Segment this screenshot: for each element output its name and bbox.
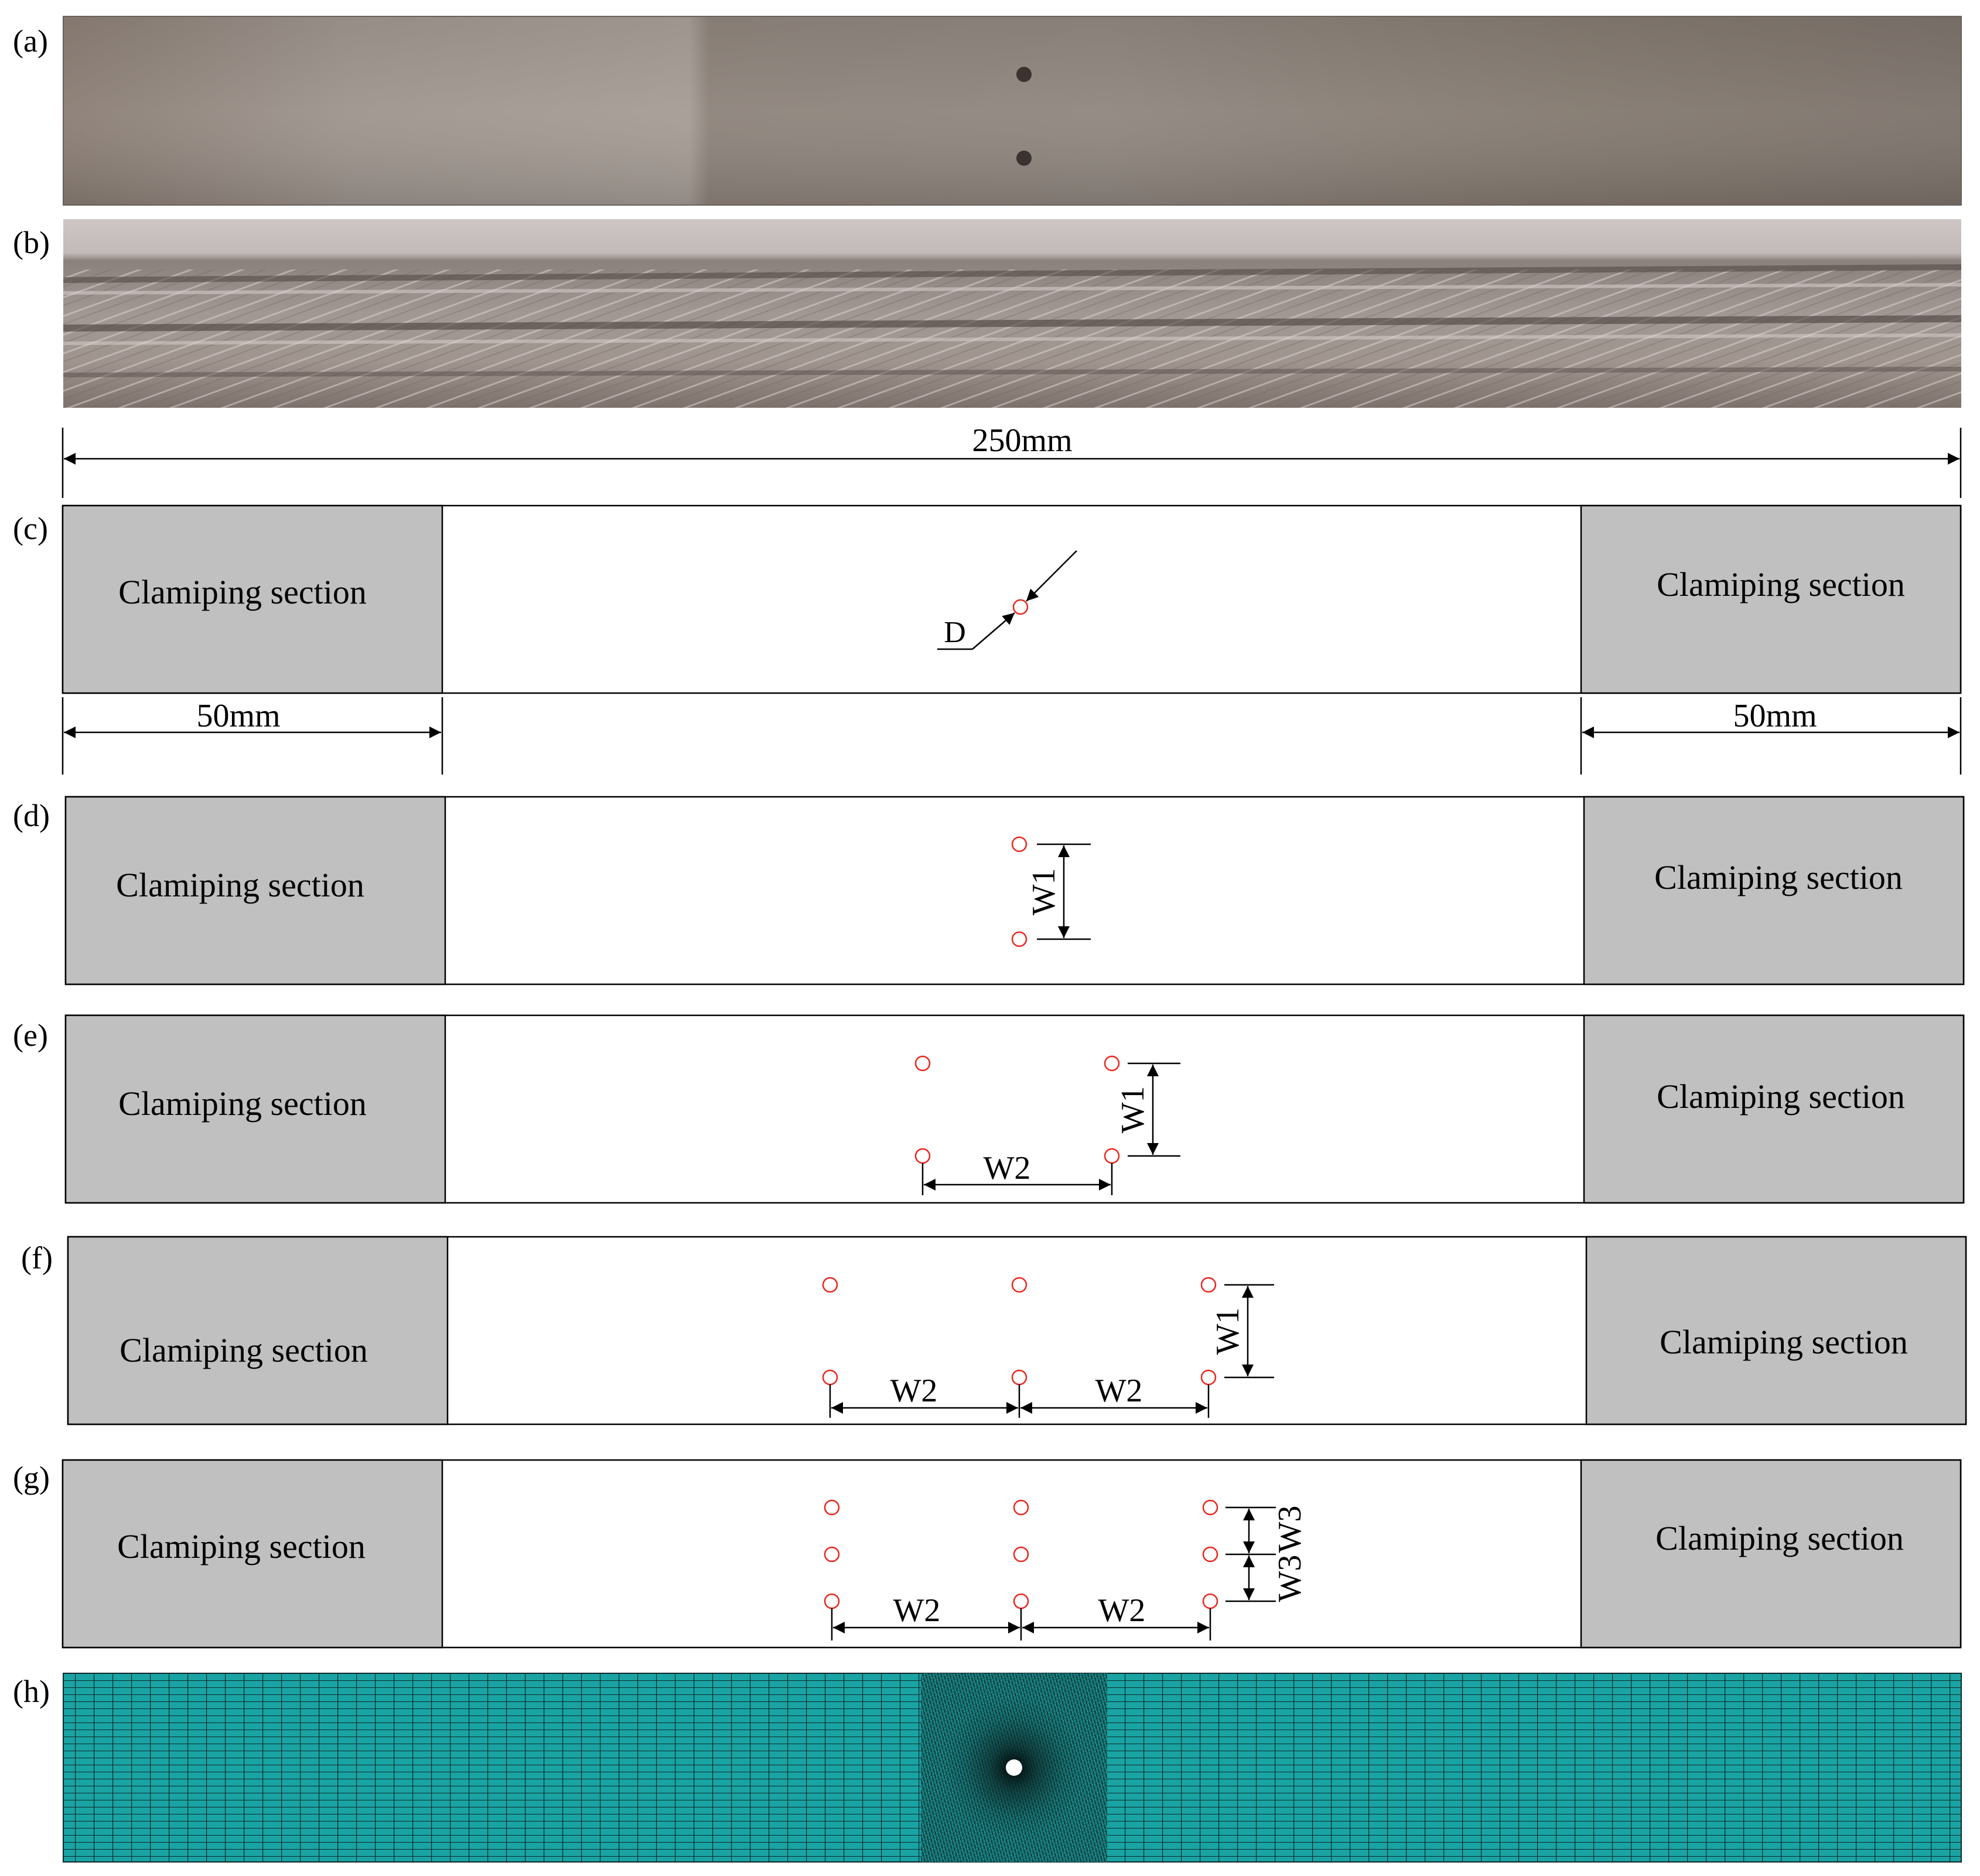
panel-label-a: (a) — [13, 23, 48, 59]
clamp-length-dimensions — [63, 697, 1961, 775]
w3-label-g-bottom: W3 — [1272, 1554, 1308, 1602]
panel-label-h: (h) — [13, 1674, 50, 1709]
hole-photo-1 — [1016, 67, 1032, 82]
w3-label-g-top: W3 — [1272, 1505, 1308, 1553]
panel-label-e: (e) — [13, 1018, 48, 1053]
specimen-diagram-e — [66, 1015, 1964, 1203]
clamp-label-f-right: Clamiping section — [1660, 1323, 1908, 1361]
specimen-diagram-d — [66, 797, 1964, 984]
clamp-label-d-right: Clamiping section — [1654, 858, 1903, 896]
clamp-label-c-left: Clamiping section — [118, 573, 367, 611]
clamp-label-g-right: Clamiping section — [1655, 1519, 1904, 1557]
fe-mesh — [63, 1673, 1961, 1862]
clamp-label-e-left: Clamiping section — [118, 1084, 367, 1123]
clamp-length-right-label: 50mm — [1733, 698, 1817, 734]
clamp-left-f — [68, 1237, 448, 1424]
specimen-photo-top — [63, 16, 1961, 205]
panel-label-g: (g) — [13, 1460, 50, 1495]
total-length-label: 250mm — [972, 422, 1073, 459]
panel-label-d: (d) — [13, 798, 50, 833]
w2-label-f-left: W2 — [890, 1373, 938, 1409]
w2-label-g-left: W2 — [893, 1592, 941, 1629]
panel-label-f: (f) — [21, 1240, 53, 1275]
total-length-dimension — [63, 422, 1961, 498]
clamp-label-f-left: Clamiping section — [120, 1331, 368, 1369]
w1-label-e: W1 — [1115, 1086, 1151, 1134]
clamp-label-g-left: Clamiping section — [117, 1527, 366, 1565]
specimen-diagram-f — [68, 1237, 1966, 1424]
specimen-diagram-c — [63, 506, 1961, 693]
w2-label-g-right: W2 — [1098, 1592, 1146, 1629]
specimen-photo-side — [63, 219, 1961, 408]
clamp-length-left-label: 50mm — [196, 698, 281, 734]
specimen-diagram-g — [63, 1460, 1961, 1648]
panel-label-c: (c) — [13, 511, 48, 546]
w2-label-e: W2 — [983, 1150, 1031, 1186]
clamp-label-d-left: Clamiping section — [116, 866, 364, 904]
clamp-label-e-right: Clamiping section — [1657, 1077, 1905, 1116]
hole-photo-2 — [1016, 151, 1032, 166]
w1-label-d: W1 — [1026, 868, 1062, 916]
panel-label-b: (b) — [13, 225, 50, 260]
mesh-hole — [1006, 1759, 1022, 1776]
w1-label-f: W1 — [1210, 1307, 1246, 1355]
w2-label-f-right: W2 — [1095, 1373, 1143, 1409]
diameter-label: D — [944, 616, 966, 649]
clamp-label-c-right: Clamiping section — [1657, 565, 1905, 603]
